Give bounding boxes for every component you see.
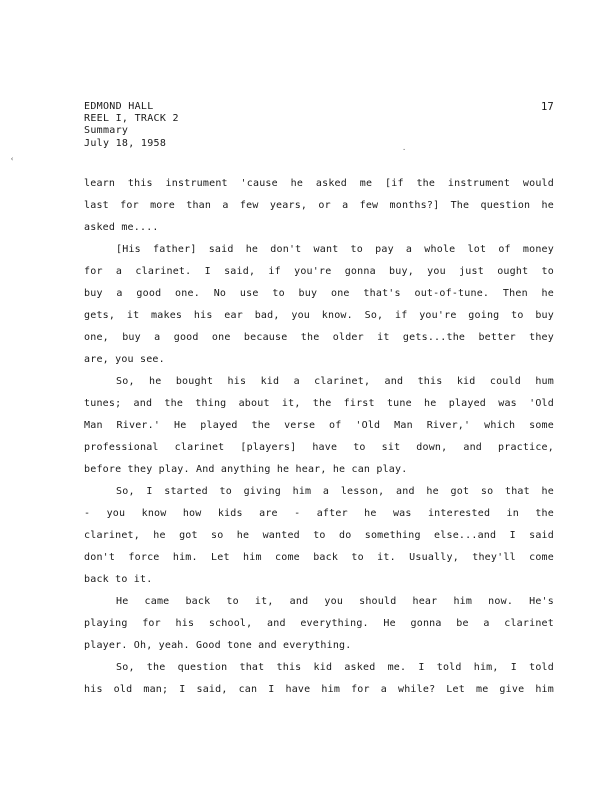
header-interviewee: EDMOND HALL <box>84 101 154 112</box>
text-line: playing for his school, and everything. He gonna be a clarinet <box>84 618 554 629</box>
text-line: asked me.... <box>84 222 159 233</box>
document-header <box>84 101 179 150</box>
scan-mark: ‹ <box>10 155 15 163</box>
text-line: for a clarinet. I said, if you're gonna buy, you just ought to <box>84 266 554 277</box>
text-line: buy a good one. No use to buy one that's out-of-tune. Then he <box>84 288 554 299</box>
text-line: before they play. And anything he hear, he can play. <box>84 464 408 475</box>
text-line: are, you see. <box>84 354 165 365</box>
text-line: gets, it makes his ear bad, you know. So, if you're going to buy <box>84 310 554 321</box>
text-line: So, the question that this kid asked me. I told him, I told <box>116 662 554 673</box>
text-line: tunes; and the thing about it, the first tune he played was 'Old <box>84 398 554 409</box>
text-line: He came back to it, and you should hear him now. He's <box>116 596 554 607</box>
transcript-body <box>84 173 554 701</box>
page-number: 17 <box>541 101 554 113</box>
text-line: player. Oh, yeah. Good tone and everything. <box>84 640 352 651</box>
text-line: his old man; I said, can I have him for a while? Let me give him <box>84 684 554 695</box>
text-line: [His father] said he don't want to pay a whole lot of money <box>116 244 554 255</box>
text-line: Man River.' He played the verse of 'Old Man River,' which some <box>84 420 554 431</box>
text-line: don't force him. Let him come back to it. Usually, they'll come <box>84 552 554 563</box>
text-line: So, I started to giving him a lesson, and he got so that he <box>116 486 554 497</box>
text-line: one, buy a good one because the older it gets...the better they <box>84 332 554 343</box>
text-line: - you know how kids are - after he was interested in the <box>84 508 554 519</box>
header-date: July 18, 1958 <box>84 137 167 149</box>
text-line: last for more than a few years, or a few months?] The question he <box>84 200 554 211</box>
text-line: So, he bought his kid a clarinet, and this kid could hum <box>116 376 554 387</box>
scan-mark: · <box>402 146 407 154</box>
header-reel-track: REEL I, TRACK 2 <box>84 113 179 125</box>
header-doc-type: Summary <box>84 125 129 137</box>
text-line: professional clarinet [players] have to sit down, and practice, <box>84 442 554 453</box>
text-line: learn this instrument 'cause he asked me [if the instrument would <box>84 178 554 189</box>
text-line: back to it. <box>84 574 153 585</box>
text-line: clarinet, he got so he wanted to do something else...and I said <box>84 530 554 541</box>
